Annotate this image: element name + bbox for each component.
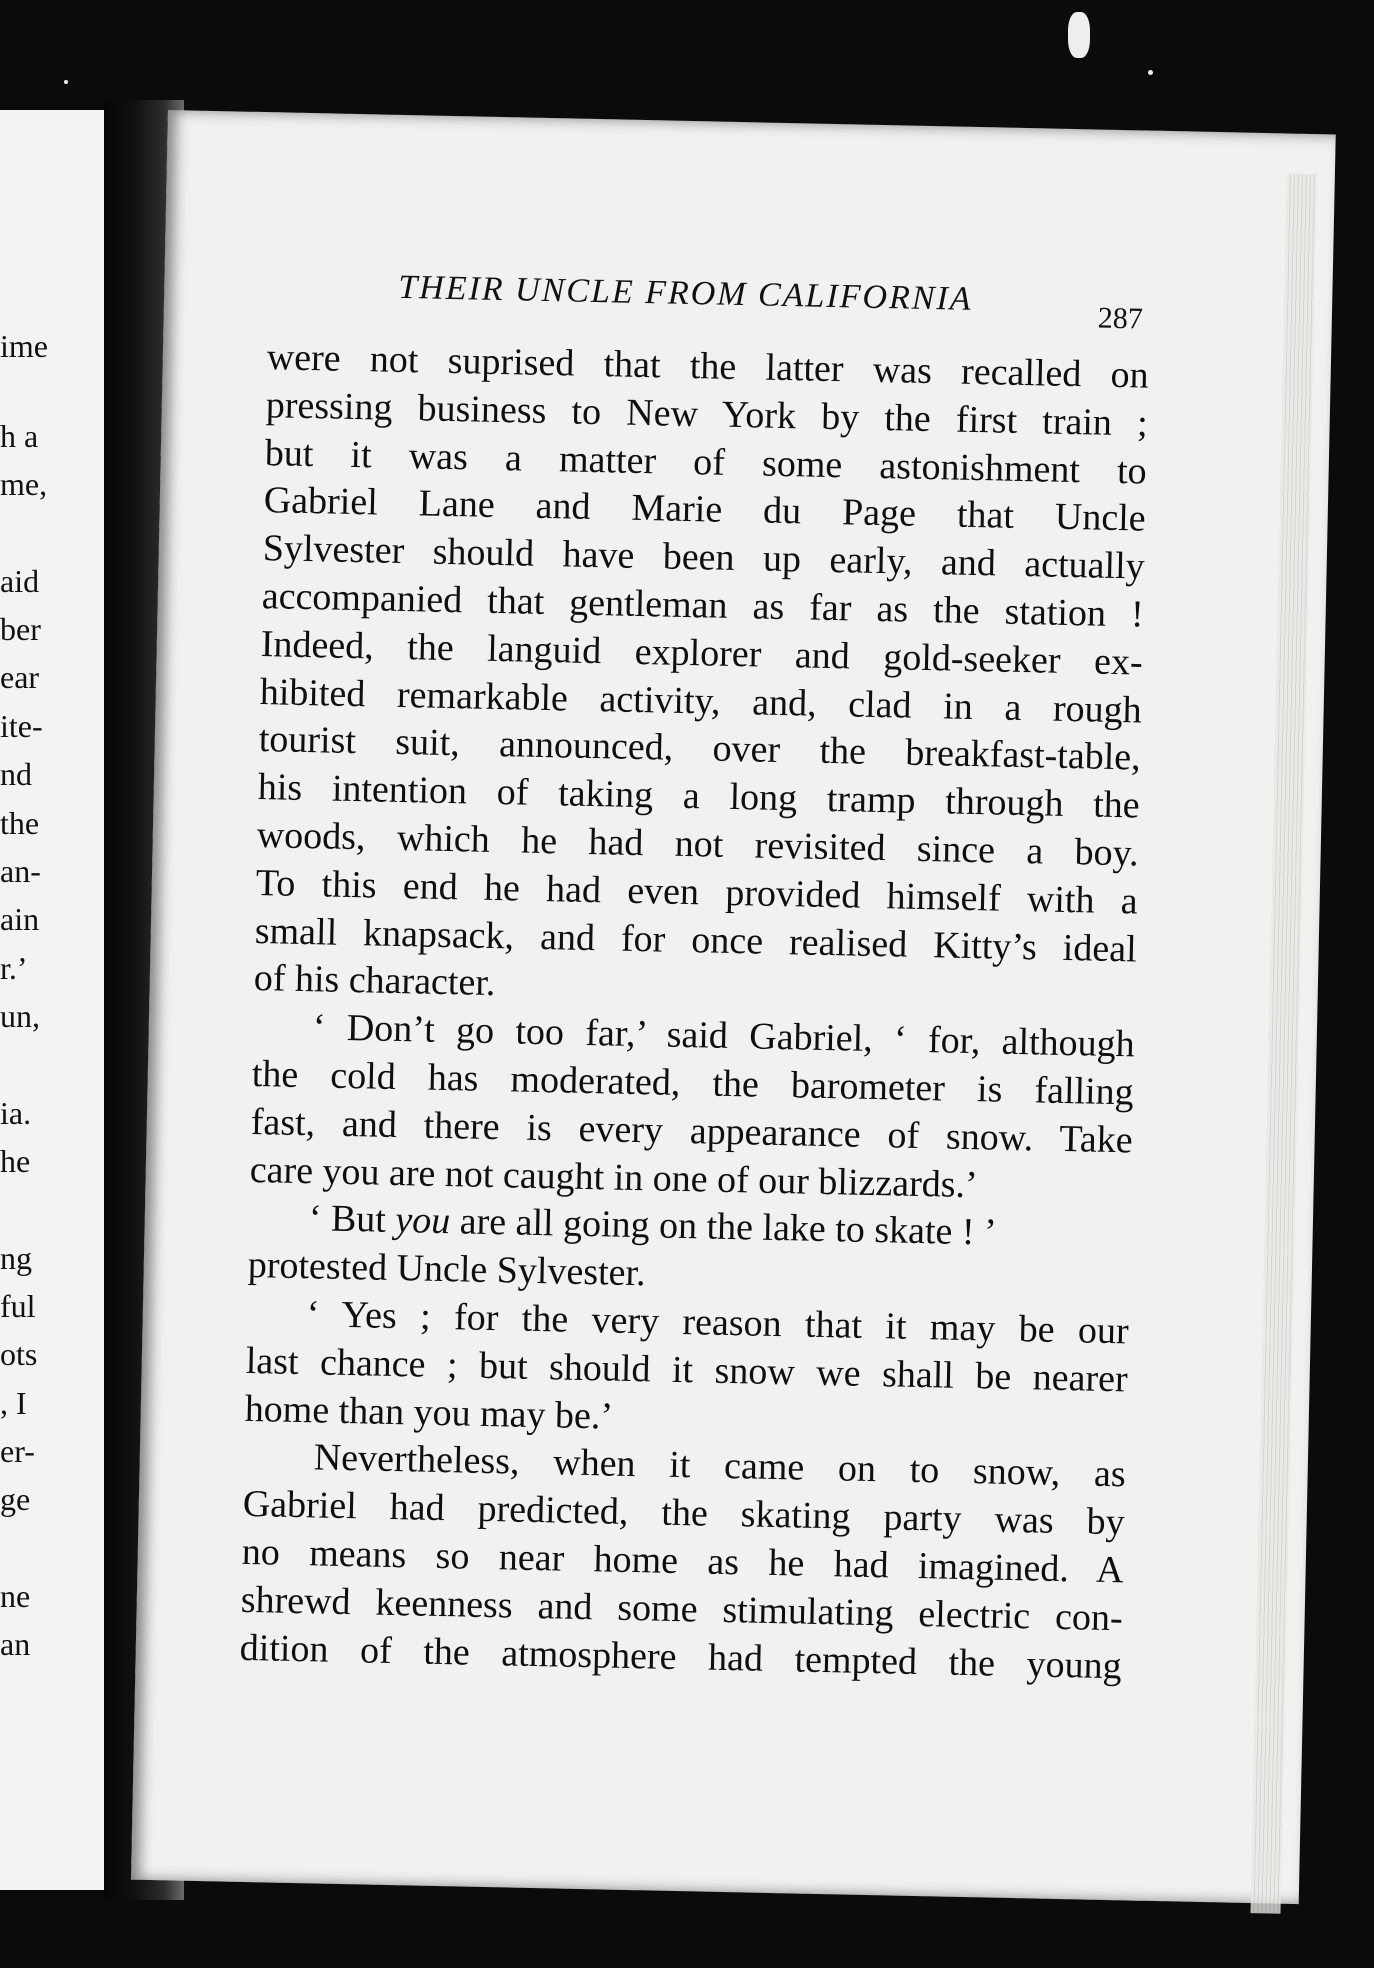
text-line: his intention of taking a long tramp through the xyxy=(257,766,1141,827)
left-page-fragment: ots xyxy=(0,1336,38,1372)
text-line: last chance ; but should it snow we shall be nearer xyxy=(245,1339,1129,1401)
text-line: dition of the atmosphere had tempted the young xyxy=(239,1626,1123,1687)
text-line: hibited remarkable activity, and, clad in a rough xyxy=(259,670,1143,732)
left-page-fragment: , I xyxy=(0,1385,27,1421)
left-page-fragment: er- xyxy=(0,1433,35,1469)
text-line: pressing business to New York by the first train ; xyxy=(265,383,1149,445)
left-page-fragment: an xyxy=(0,1626,31,1662)
left-page-fragment: ia. xyxy=(0,1095,32,1131)
dust-speck xyxy=(1148,70,1153,75)
left-page-fragment: r.’ xyxy=(0,950,28,986)
text-line: the cold has moderated, the barometer is falling xyxy=(251,1052,1135,1114)
text-fragment: ‘ But xyxy=(308,1197,387,1242)
left-page-fragment: ful xyxy=(0,1288,36,1324)
text-line: woods, which he had not revisited since a boy. xyxy=(256,813,1140,875)
left-facing-page xyxy=(0,110,110,1890)
text-line: ‘ Don’t go too far,’ said Gabriel, ‘ for, although xyxy=(312,1006,1136,1066)
text-line: To this end he had even provided himself with a xyxy=(255,861,1139,923)
text-line: small knapsack, and for once realised Kitty’s ideal xyxy=(254,909,1138,971)
left-page-fragment: ne xyxy=(0,1578,31,1614)
left-page-fragment: ng xyxy=(0,1240,32,1276)
text-line: no means so near home as he had imagined. A xyxy=(241,1530,1125,1592)
left-page-fragment: ime xyxy=(0,328,48,364)
left-page-fragment: an- xyxy=(0,853,41,889)
left-page-fragment: ain xyxy=(0,901,40,937)
text-fragment: are all going on the lake to skate ! ’ xyxy=(459,1200,998,1254)
left-page-fragment: he xyxy=(0,1143,31,1179)
text-line: Sylvester should have been up early, and actually xyxy=(262,527,1146,588)
text-line: accompanied that gentleman as far as the station ! xyxy=(261,575,1145,636)
left-page-fragment: the xyxy=(0,805,40,841)
text-line: Gabriel Lane and Marie du Page that Uncle xyxy=(263,479,1147,540)
text-line: ‘ Yes ; for the very reason that it may be our xyxy=(306,1293,1130,1353)
text-line: were not suprised that the latter was recalled on xyxy=(266,336,1150,397)
dust-speck xyxy=(1068,12,1090,58)
text-line: Indeed, the languid explorer and gold-seeker ex- xyxy=(260,622,1144,684)
body-text xyxy=(239,334,1149,1690)
left-page-fragment: ge xyxy=(0,1481,31,1517)
text-line: but it was a matter of some astonishment to xyxy=(264,431,1148,493)
left-page-fragment: ear xyxy=(0,659,40,695)
left-page-fragment: me, xyxy=(0,466,48,502)
left-page-fragment: un, xyxy=(0,998,40,1034)
dust-speck xyxy=(64,80,68,84)
running-head: THEIR UNCLE FROM CALIFORNIA xyxy=(397,268,973,318)
left-page-fragment: h a xyxy=(0,418,39,454)
page-number: 287 xyxy=(1097,301,1144,336)
text-line: Gabriel had predicted, the skating party was by xyxy=(242,1483,1126,1544)
text-line: Nevertheless, when it came on to snow, as xyxy=(313,1436,1127,1496)
text-line: protested Uncle Sylvester. xyxy=(247,1244,647,1295)
left-page-fragment: ite- xyxy=(0,708,43,744)
right-page xyxy=(131,110,1336,1904)
text-line: shrewd keenness and some stimulating electric con- xyxy=(240,1578,1124,1640)
text-line: of his character. xyxy=(253,957,496,1005)
left-page-fragment: ber xyxy=(0,611,41,647)
text-line: home than you may be.’ xyxy=(244,1387,614,1438)
left-page-fragment: nd xyxy=(0,756,32,792)
page-edge xyxy=(1250,173,1316,1913)
emphasis-word: you xyxy=(394,1199,451,1243)
text-line: fast, and there is every appearance of snow. Take xyxy=(250,1100,1134,1162)
left-page-fragment: aid xyxy=(0,563,40,599)
text-line: care you are not caught in one of our blizzards.’ xyxy=(249,1148,979,1206)
text-line: tourist suit, announced, over the breakfast-table, xyxy=(258,718,1142,779)
